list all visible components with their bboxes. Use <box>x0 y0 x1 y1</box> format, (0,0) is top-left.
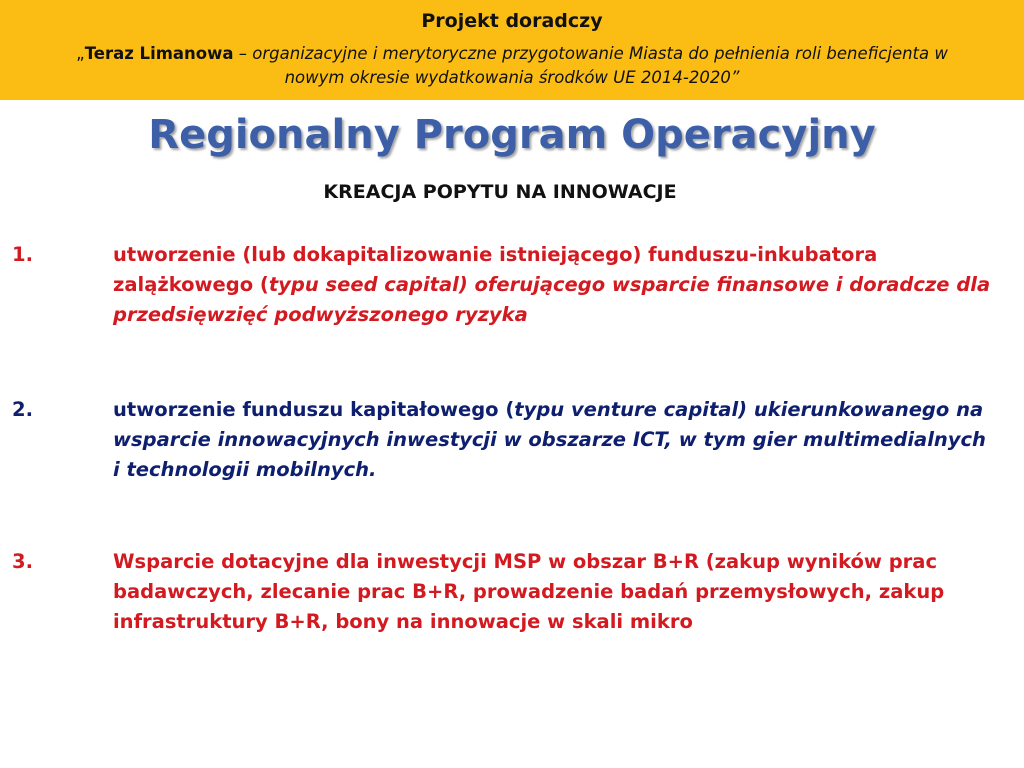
subtitle-description: – organizacyjne i merytoryczne przygotowanie Miasta do pełnienia roli beneficjenta w nowym okresie wydatkowania środków UE 2014-2020” <box>233 44 948 87</box>
subtitle-open-quote: „ <box>76 44 85 63</box>
list-item-text-italic: typu seed capital) oferującego wsparcie finansowe i doradcze dla przedsięwzięć podwyższonego ryzyka <box>113 273 991 326</box>
header-subtitle <box>60 42 964 90</box>
subtitle-project-name: Teraz Limanowa <box>84 44 234 63</box>
list-item-text <box>113 240 993 330</box>
list-item-text: Wsparcie dotacyjne dla inwestycji MSP w obszar B+R (zakup wyników prac badawczych, zlecanie prac B+R, prowadzenie badań przemysłowych, zakup infrastruktury B+R, bony na innowacje w skali mikro <box>113 550 945 633</box>
section-heading: KREACJA POPYTU NA INNOWACJE <box>323 181 677 203</box>
list-item-text-italic: typu venture capital) ukierunkowanego na wsparcie innowacyjnych inwestycji w obszarze ICT, w tym gier multimedialnych i technologii mobilnych. <box>113 398 986 481</box>
list-item-text <box>113 395 993 485</box>
list-item-number: 2. <box>12 398 33 421</box>
slide-title: Regionalny Program Operacyjny <box>148 112 876 158</box>
header-title: Projekt doradczy <box>421 10 603 32</box>
list-item-text-main: utworzenie (lub dokapitalizowanie istniejącego) funduszu-inkubatora zalążkowego ( <box>113 243 878 296</box>
list-item-text-main: utworzenie funduszu kapitałowego ( <box>113 398 515 421</box>
list-item-number: 1. <box>12 243 33 266</box>
list-item-number: 3. <box>12 550 33 573</box>
